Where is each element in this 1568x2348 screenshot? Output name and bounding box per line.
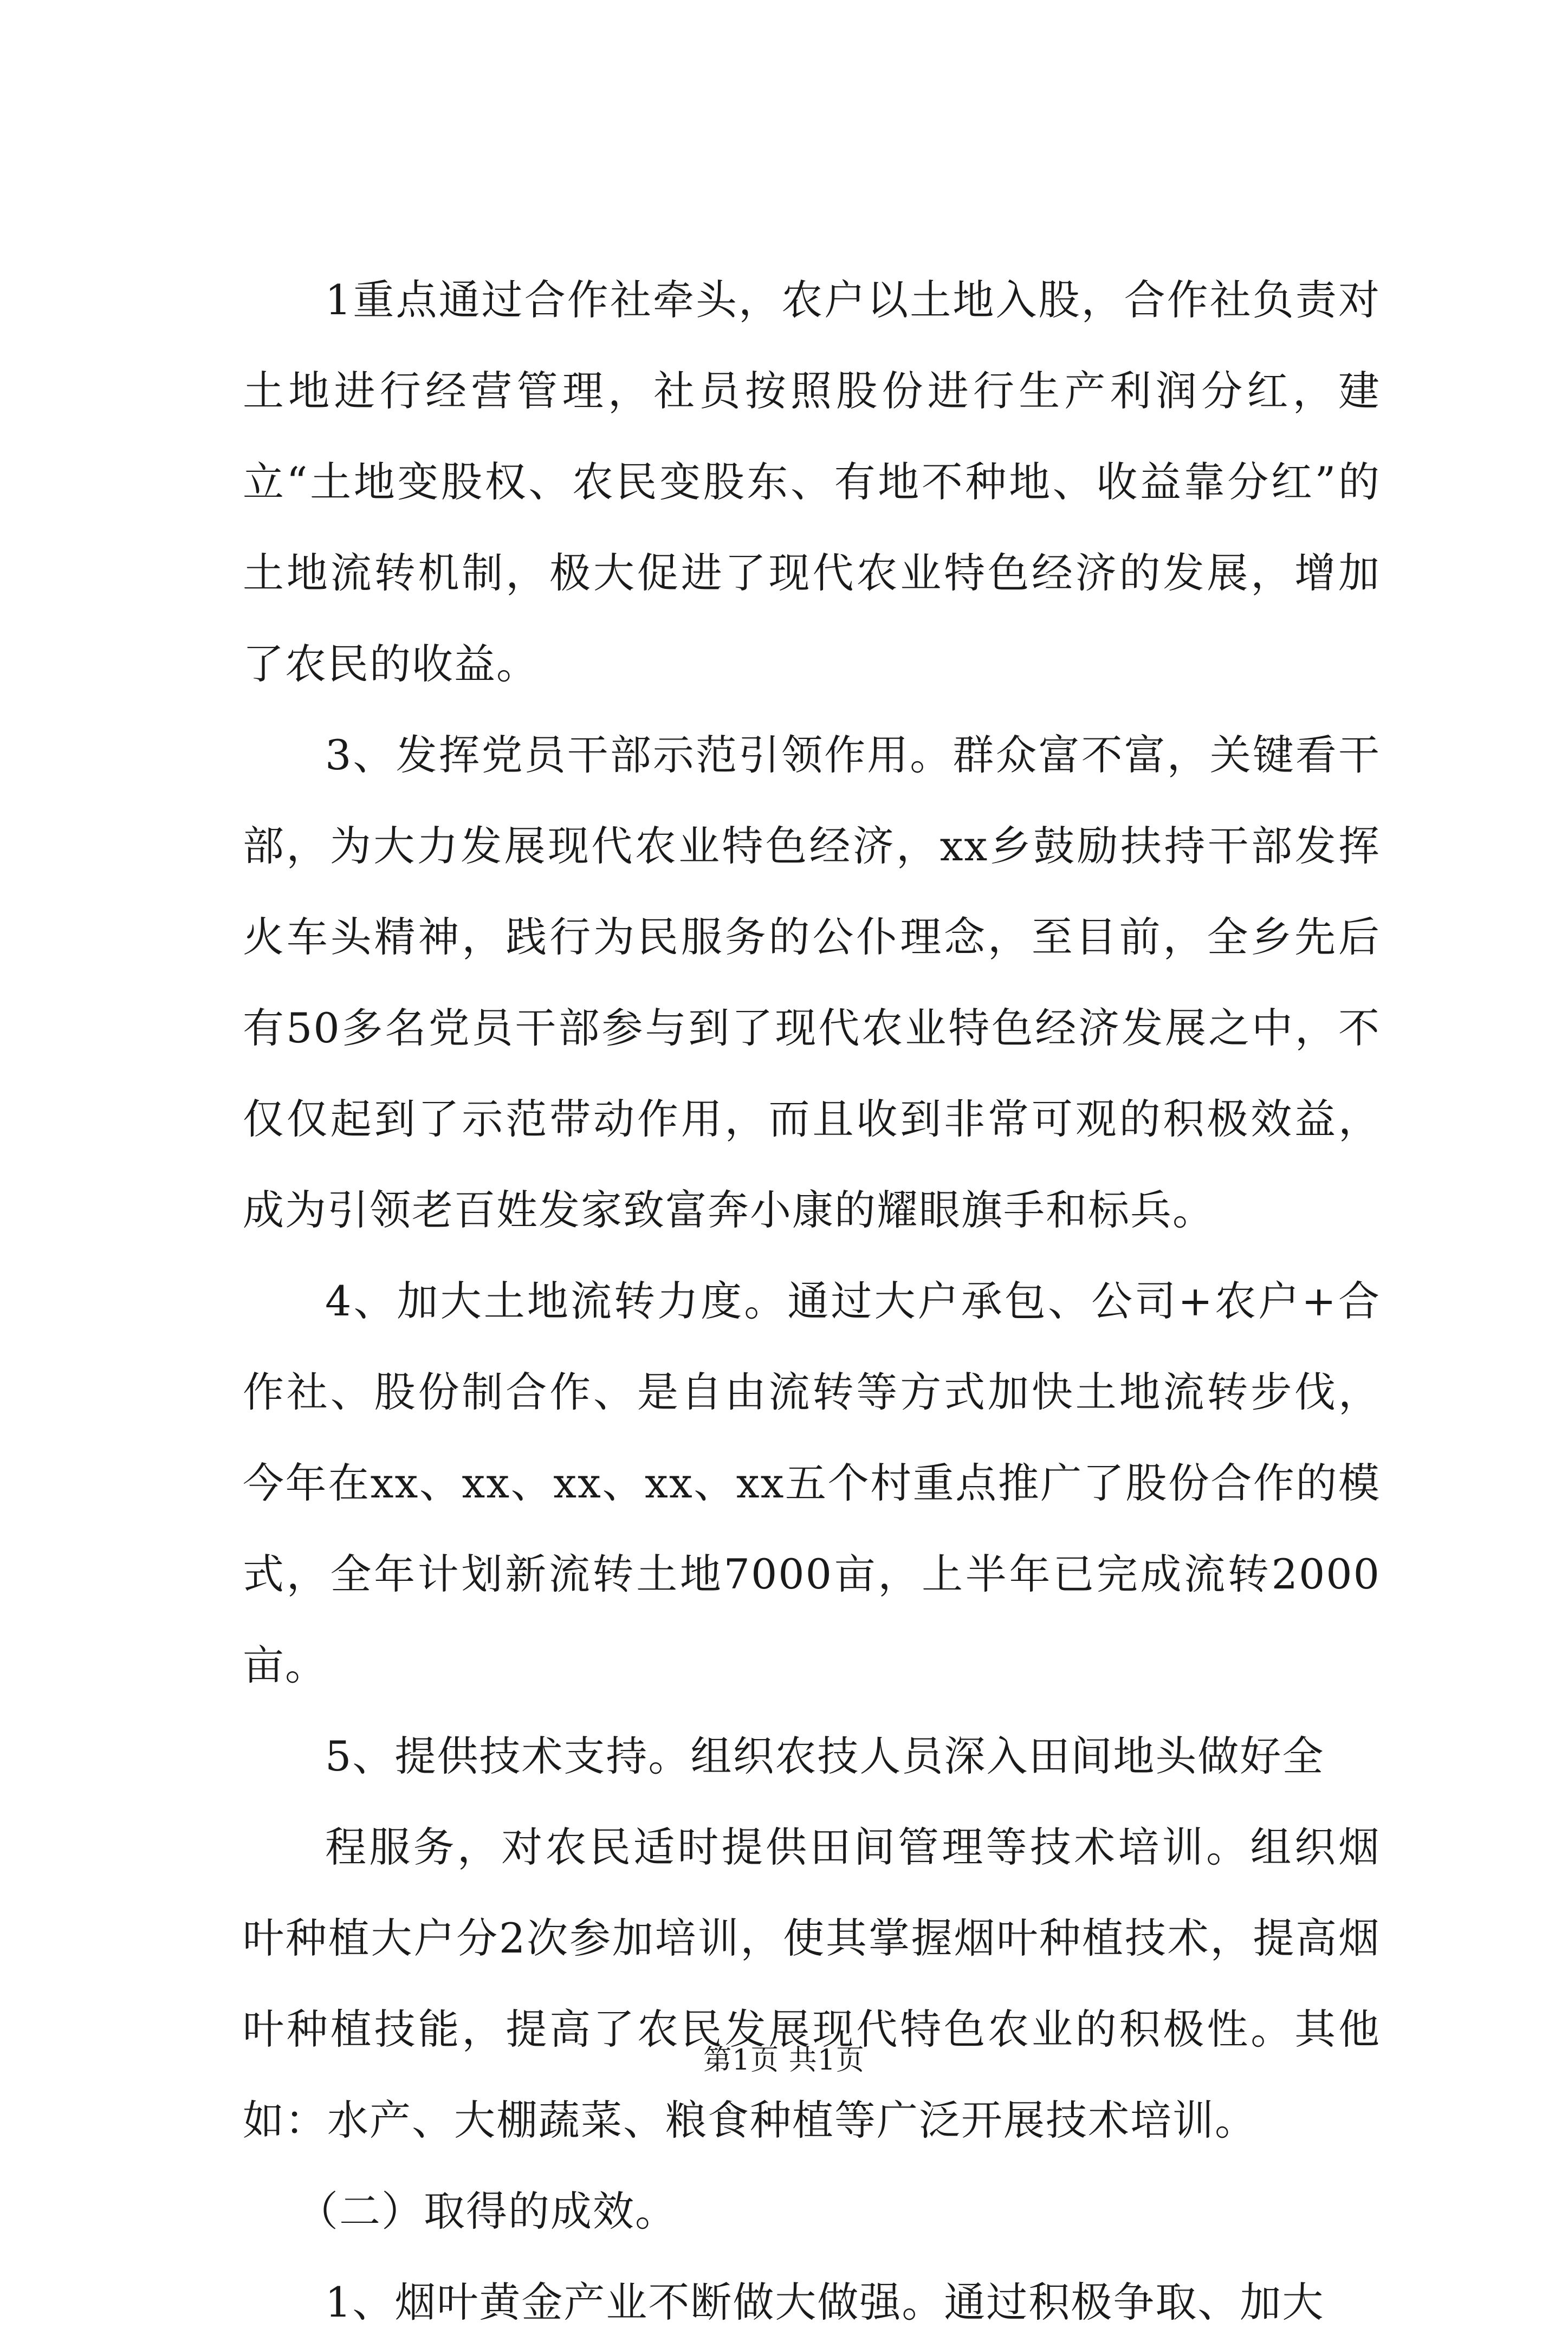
section-heading-results: （二）取得的成效。: [297, 2187, 677, 2235]
document-body: [243, 255, 1381, 2348]
paragraph-party-cadres: 3、发挥党员干部示范引领作用。群众富不富，关键看干部，为大力发展现代农业特色经济，xx乡鼓励扶持干部发挥火车头精神，践行为民服务的公仆理念，至目前，全乡先后有50多名党员干部参与到了现代农业特色经济发展之中，不仅仅起到了示范带动作用，而且收到非常可观的积极效益，成为引领老百姓发家致富奔小康的耀眼旗手和标兵。: [243, 731, 1381, 1234]
paragraph-tobacco-industry: 1、烟叶黄金产业不断做大做强。通过积极争取、加大: [325, 2278, 1325, 2326]
paragraph-land-transfer: 4、加大土地流转力度。通过大户承包、公司+农户+合作社、股份制合作、是自由流转等方式加快土地流转步伐，今年在xx、xx、xx、xx、xx五个村重点推广了股份合作的模式，全年计划新流转土地7000亩，上半年已完成流转2000亩。: [243, 1277, 1381, 1689]
page-footer: 第1页 共1页: [703, 2044, 865, 2077]
paragraph-technical-support: 5、提供技术支持。组织农技人员深入田间地头做好全: [325, 1732, 1325, 1780]
paragraph-technical-training: 程服务，对农民适时提供田间管理等技术培训。组织烟叶种植大户分2次参加培训，使其掌握烟叶种植技术，提高烟叶种植技能，提高了农民发展现代特色农业的积极性。其他如：水产、大棚蔬菜、粮食种植等广泛开展技术培训。: [243, 1823, 1381, 2144]
paragraph-land-shares: 1重点通过合作社牵头，农户以土地入股，合作社负责对土地进行经营管理，社员按照股份进行生产利润分红，建立“土地变股权、农民变股东、有地不种地、收益靠分红”的土地流转机制，极大促进了现代农业特色经济的发展，增加了农民的收益。: [243, 276, 1381, 688]
